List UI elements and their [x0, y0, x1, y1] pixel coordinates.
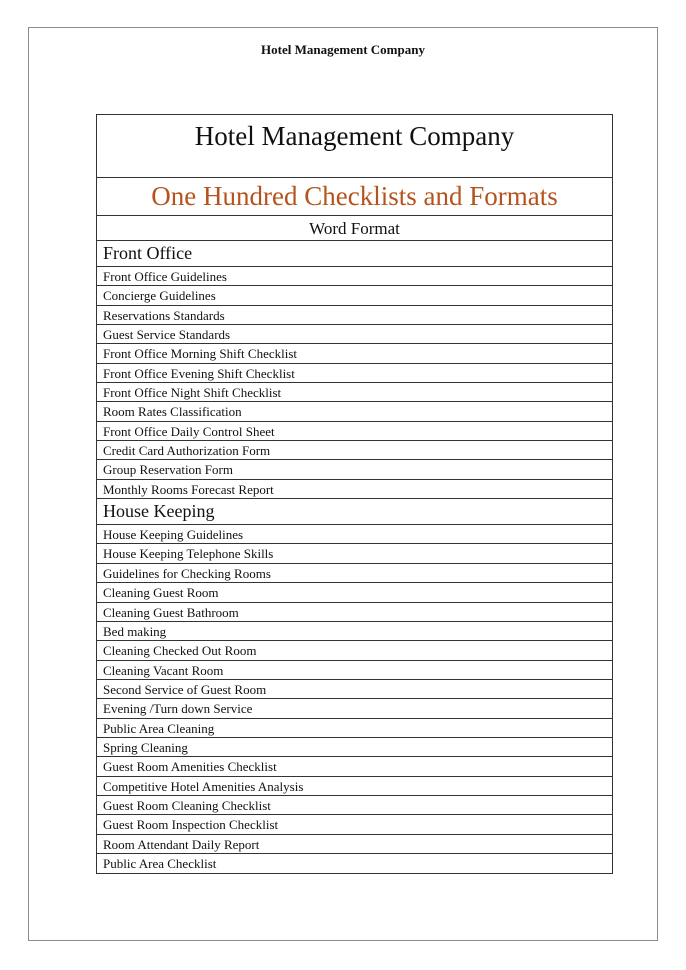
- list-item: Spring Cleaning: [97, 738, 612, 757]
- format-label: Word Format: [97, 216, 612, 241]
- list-item: Cleaning Guest Bathroom: [97, 603, 612, 622]
- list-item: Concierge Guidelines: [97, 286, 612, 305]
- list-item: Cleaning Checked Out Room: [97, 641, 612, 660]
- checklist-table: [96, 114, 613, 874]
- document-title: Hotel Management Company: [97, 115, 612, 178]
- list-item: Room Rates Classification: [97, 402, 612, 421]
- section-heading-house-keeping: House Keeping: [97, 499, 612, 525]
- list-item: Guidelines for Checking Rooms: [97, 564, 612, 583]
- list-item: Guest Room Amenities Checklist: [97, 757, 612, 776]
- list-item: Front Office Night Shift Checklist: [97, 383, 612, 402]
- section-heading-front-office: Front Office: [97, 241, 612, 267]
- list-item: Front Office Evening Shift Checklist: [97, 364, 612, 383]
- list-item: Cleaning Vacant Room: [97, 661, 612, 680]
- list-item: Credit Card Authorization Form: [97, 441, 612, 460]
- list-item: Front Office Daily Control Sheet: [97, 422, 612, 441]
- list-item: Public Area Checklist: [103, 855, 217, 871]
- list-item: House Keeping Guidelines: [97, 525, 612, 544]
- list-item: Guest Service Standards: [97, 325, 612, 344]
- list-item: Room Attendant Daily Report: [97, 835, 612, 854]
- list-item: Guest Room Inspection Checklist: [97, 815, 612, 834]
- list-item: Reservations Standards: [97, 306, 612, 325]
- list-item: Monthly Rooms Forecast Report: [97, 480, 612, 499]
- list-item: Competitive Hotel Amenities Analysis: [97, 777, 612, 796]
- running-header: Hotel Management Company: [261, 42, 425, 57]
- list-item: Bed making: [97, 622, 612, 641]
- list-item: Public Area Cleaning: [97, 719, 612, 738]
- list-item: Cleaning Guest Room: [97, 583, 612, 602]
- list-item: Front Office Guidelines: [97, 267, 612, 286]
- list-item: Group Reservation Form: [97, 460, 612, 479]
- document-subtitle: One Hundred Checklists and Formats: [97, 178, 612, 216]
- list-item: Guest Room Cleaning Checklist: [97, 796, 612, 815]
- list-item: Evening /Turn down Service: [97, 699, 612, 718]
- list-item: Front Office Morning Shift Checklist: [97, 344, 612, 363]
- list-item: House Keeping Telephone Skills: [97, 544, 612, 563]
- list-item: Second Service of Guest Room: [97, 680, 612, 699]
